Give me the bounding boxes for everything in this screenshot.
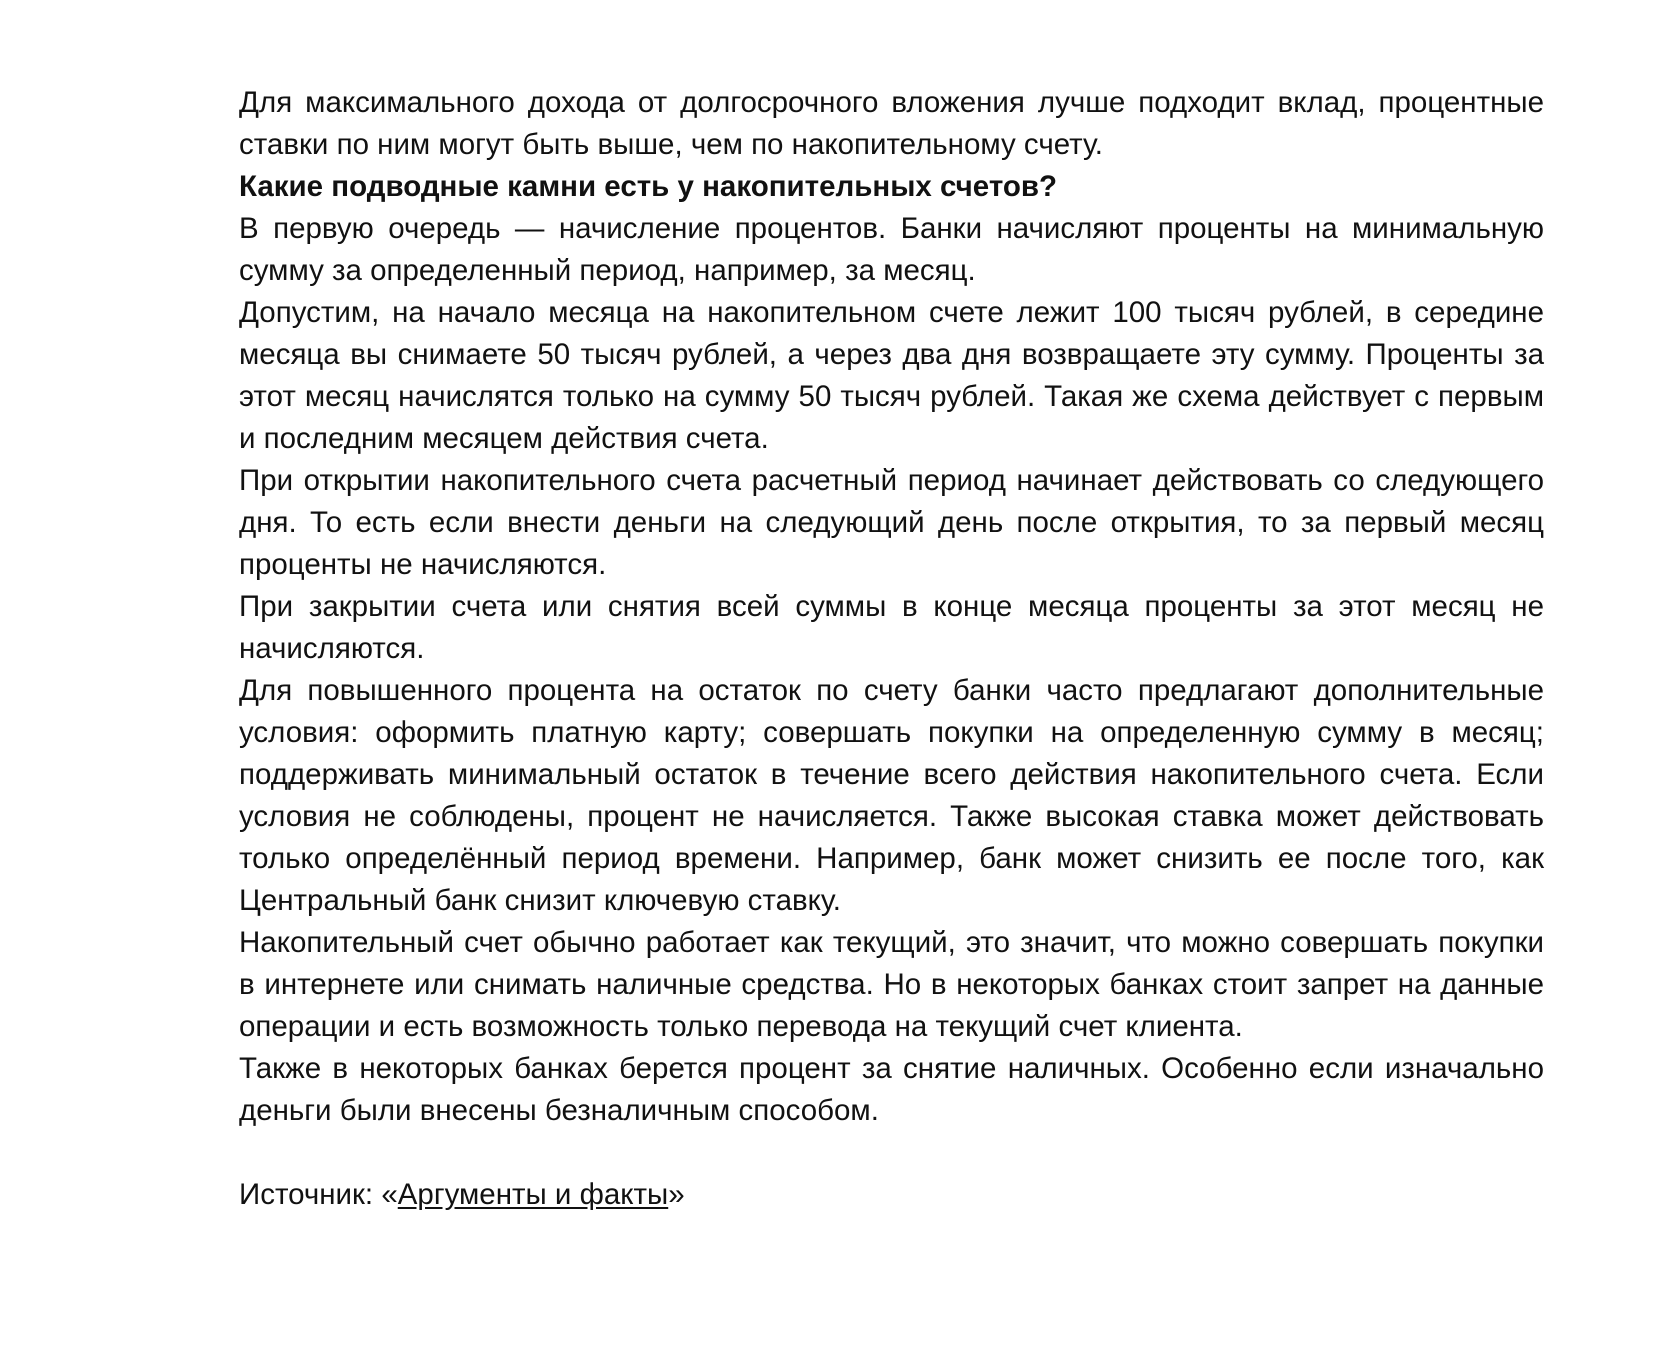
paragraph-current-account: Накопительный счет обычно работает как текущий, это значит, что можно совершать покупки в интернете или снимать наличные средства. Но в некоторых банках стоит запрет на данные операции и есть возможность только перевода на текущий счет клиента. xyxy=(239,926,1544,1043)
source-suffix: » xyxy=(668,1178,685,1211)
source-prefix: Источник: « xyxy=(239,1178,398,1211)
section-heading: Какие подводные камни есть у накопительных счетов? xyxy=(239,170,1058,203)
paragraph-account-closing: При закрытии счета или снятия всей суммы в конце месяца проценты за этот месяц не начисляются. xyxy=(239,590,1544,665)
paragraph-example: Допустим, на начало месяца на накопительном счете лежит 100 тысяч рублей, в середине месяца вы снимаете 50 тысяч рублей, а через два дня возвращаете эту сумму. Проценты за этот месяц начислятся только на сумму 50 тысяч рублей. Такая же схема действует с первым и последним месяцем действия счета. xyxy=(239,296,1544,455)
source-line xyxy=(239,1174,1544,1216)
paragraph-deposit-vs-savings: Для максимального дохода от долгосрочного вложения лучше подходит вклад, процентные ставки по ним могут быть выше, чем по накопительному счету. xyxy=(239,86,1544,161)
document-body xyxy=(239,82,1544,1216)
source-link[interactable]: Аргументы и факты xyxy=(397,1178,669,1211)
paragraph-cash-withdrawal-fee: Также в некоторых банках берется процент за снятие наличных. Особенно если изначально деньги были внесены безналичным способом. xyxy=(239,1052,1544,1127)
paragraph-account-opening: При открытии накопительного счета расчетный период начинает действовать со следующего дня. То есть если внести деньги на следующий день после открытия, то за первый месяц проценты не начисляются. xyxy=(239,464,1544,581)
paragraph-interest-accrual: В первую очередь — начисление процентов. Банки начисляют проценты на минимальную сумму за определенный период, например, за месяц. xyxy=(239,212,1544,287)
paragraph-extra-conditions: Для повышенного процента на остаток по счету банки часто предлагают дополнительные условия: оформить платную карту; совершать покупки на определенную сумму в месяц; поддерживать минимальный остаток в течение всего действия накопительного счета. Если условия не соблюдены, процент не начисляется. Также высокая ставка может действовать только определённый период времени. Например, банк может снизить ее после того, как Центральный банк снизит ключевую ставку. xyxy=(239,674,1544,917)
